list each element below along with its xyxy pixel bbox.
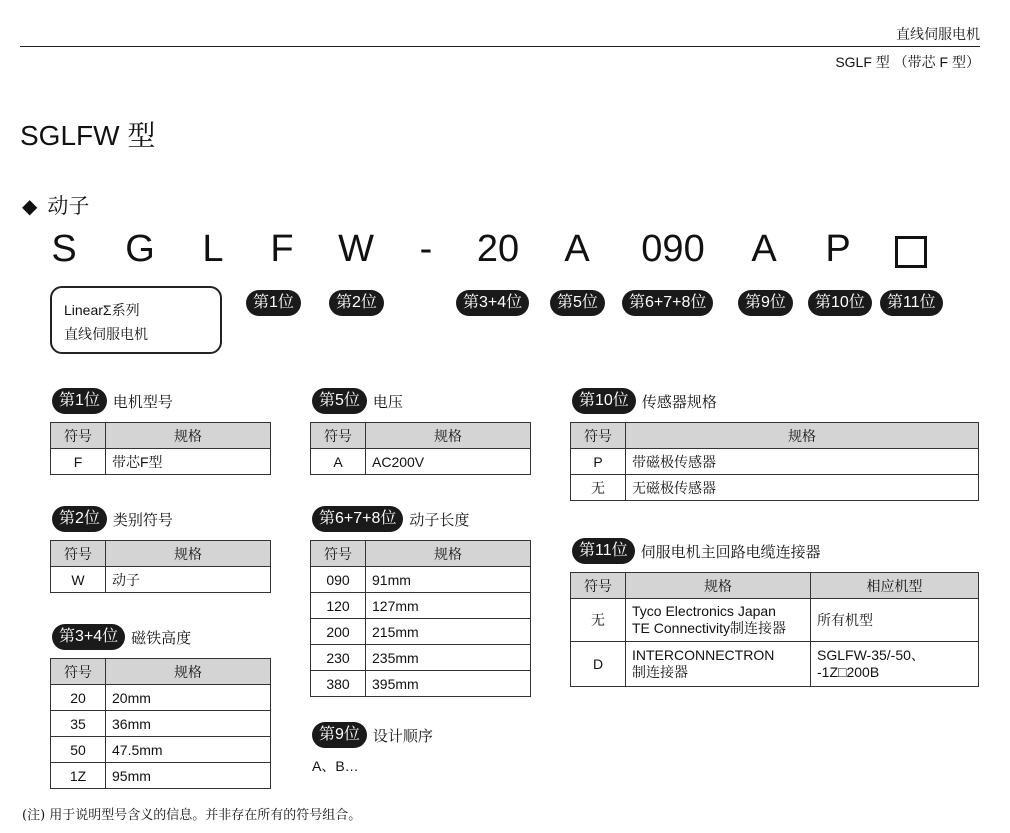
table-row xyxy=(571,449,979,475)
spec-cell: 235mm xyxy=(366,645,531,671)
pos11-label: 伺服电机主回路电缆连接器 xyxy=(640,543,821,561)
table-row xyxy=(51,449,271,475)
table-row xyxy=(51,685,271,711)
table-row xyxy=(571,599,979,642)
legend-line-2: 直线伺服电机 xyxy=(64,326,148,342)
section-heading xyxy=(22,190,89,220)
spec-cell: 36mm xyxy=(106,711,271,737)
col-spec-header: 规格 xyxy=(106,659,271,685)
col-spec-header: 规格 xyxy=(626,573,811,599)
pos11-tag: 第11位 xyxy=(572,538,635,564)
pos5-table xyxy=(310,422,531,475)
spec-cell: 带芯F型 xyxy=(106,449,271,475)
code-char-6: 20 xyxy=(476,228,520,270)
symbol-cell: 230 xyxy=(311,645,366,671)
position-pill-8: 第11位 xyxy=(880,290,943,316)
symbol-cell: 120 xyxy=(311,593,366,619)
spec-cell: 95mm xyxy=(106,763,271,789)
model-line-2: -1Z□200B xyxy=(817,664,880,680)
col-spec-header: 规格 xyxy=(366,423,531,449)
position-pill-6: 第9位 xyxy=(738,290,793,316)
symbol-cell: 35 xyxy=(51,711,106,737)
pos34-tag: 第3+4位 xyxy=(52,624,125,650)
col-model-header: 相应机型 xyxy=(811,573,979,599)
footnote: (注) 用于说明型号含义的信息。并非存在所有的符号组合。 xyxy=(22,808,362,823)
pos9-tag: 第9位 xyxy=(312,722,367,748)
pos5-label: 电压 xyxy=(372,393,403,411)
spec-line-2: 制连接器 xyxy=(632,664,688,680)
table-row xyxy=(51,737,271,763)
pos10-label: 传感器规格 xyxy=(641,393,717,411)
symbol-cell: 1Z xyxy=(51,763,106,789)
spec-line-2: TE Connectivity制连接器 xyxy=(632,620,787,636)
symbol-cell: 无 xyxy=(571,599,626,642)
pos1-tag: 第1位 xyxy=(52,388,107,414)
pos9-heading xyxy=(312,722,433,748)
pos34-heading xyxy=(52,624,191,650)
section-title: 动子 xyxy=(47,195,90,218)
col-spec-header: 规格 xyxy=(366,541,531,567)
table-row xyxy=(51,763,271,789)
table-row xyxy=(311,567,531,593)
pos1-table xyxy=(50,422,271,475)
pos9-text: A、B… xyxy=(312,758,359,774)
pos678-table xyxy=(310,540,531,697)
code-char-3: L xyxy=(202,228,224,270)
pos11-table xyxy=(570,572,979,687)
spec-cell: 20mm xyxy=(106,685,271,711)
spec-cell: AC200V xyxy=(366,449,531,475)
pos2-tag: 第2位 xyxy=(52,506,107,532)
spec-cell: 47.5mm xyxy=(106,737,271,763)
code-placeholder-box xyxy=(895,236,927,268)
symbol-cell: A xyxy=(311,449,366,475)
code-char-7: A xyxy=(564,228,590,270)
symbol-cell: D xyxy=(571,642,626,687)
code-char-4: F xyxy=(270,228,294,270)
legend-line-1: LinearΣ系列 xyxy=(64,302,140,318)
header-subtitle: SGLF 型 （带芯 F 型） xyxy=(835,54,980,70)
symbol-cell: P xyxy=(571,449,626,475)
col-symbol-header: 符号 xyxy=(51,541,106,567)
symbol-cell: 50 xyxy=(51,737,106,763)
symbol-cell: 200 xyxy=(311,619,366,645)
spec-cell: 395mm xyxy=(366,671,531,697)
col-spec-header: 规格 xyxy=(626,423,979,449)
spec-cell: 带磁极传感器 xyxy=(626,449,979,475)
pos5-tag: 第5位 xyxy=(312,388,367,414)
table-row xyxy=(571,642,979,687)
col-symbol-header: 符号 xyxy=(311,541,366,567)
table-row xyxy=(51,567,271,593)
pos1-heading xyxy=(52,388,173,414)
header-title: 直线伺服电机 xyxy=(896,26,980,42)
pos678-tag: 第6+7+8位 xyxy=(312,506,403,532)
pos2-table xyxy=(50,540,271,593)
symbol-cell: 090 xyxy=(311,567,366,593)
pos11-heading xyxy=(572,538,821,564)
spec-cell: 动子 xyxy=(106,567,271,593)
code-char-5: W xyxy=(338,228,374,270)
code-char-8: 090 xyxy=(641,228,705,270)
page-title: SGLFW 型 xyxy=(20,120,156,151)
pos1-label: 电机型号 xyxy=(112,393,173,411)
code-dash: - xyxy=(419,228,433,270)
symbol-cell: 无 xyxy=(571,475,626,501)
spec-cell xyxy=(626,599,811,642)
table-row xyxy=(571,475,979,501)
spec-cell: 91mm xyxy=(366,567,531,593)
position-pill-7: 第10位 xyxy=(808,290,872,316)
model-cell xyxy=(811,642,979,687)
code-char-9: A xyxy=(751,228,777,270)
pos10-table xyxy=(570,422,979,501)
pos2-heading xyxy=(52,506,173,532)
pos34-table xyxy=(50,658,271,789)
spec-cell: 无磁极传感器 xyxy=(626,475,979,501)
symbol-cell: 20 xyxy=(51,685,106,711)
spec-line-1: INTERCONNECTRON xyxy=(632,647,775,663)
spec-cell: 127mm xyxy=(366,593,531,619)
col-symbol-header: 符号 xyxy=(311,423,366,449)
table-row xyxy=(311,593,531,619)
col-symbol-header: 符号 xyxy=(51,423,106,449)
symbol-cell: 380 xyxy=(311,671,366,697)
table-row xyxy=(51,711,271,737)
diamond-icon: ◆ xyxy=(22,196,38,218)
pos10-heading xyxy=(572,388,717,414)
spec-cell xyxy=(626,642,811,687)
header-divider xyxy=(20,46,980,47)
position-pill-2: 第2位 xyxy=(329,290,384,316)
pos10-tag: 第10位 xyxy=(572,388,636,414)
pos678-heading xyxy=(312,506,469,532)
model-cell xyxy=(811,599,979,642)
series-legend xyxy=(50,286,222,354)
position-pill-4: 第5位 xyxy=(550,290,605,316)
col-symbol-header: 符号 xyxy=(51,659,106,685)
model-line-1: 所有机型 xyxy=(817,612,873,628)
pos2-label: 类别符号 xyxy=(112,511,173,529)
col-spec-header: 规格 xyxy=(106,541,271,567)
pos678-label: 动子长度 xyxy=(409,511,470,529)
code-char-2: G xyxy=(125,228,155,270)
table-row xyxy=(311,645,531,671)
col-symbol-header: 符号 xyxy=(571,423,626,449)
spec-line-1: Tyco Electronics Japan xyxy=(632,603,776,619)
code-char-10: P xyxy=(825,228,851,270)
position-pill-3: 第3+4位 xyxy=(456,290,529,316)
table-row xyxy=(311,449,531,475)
code-char-1: S xyxy=(51,228,77,270)
spec-cell: 215mm xyxy=(366,619,531,645)
symbol-cell: W xyxy=(51,567,106,593)
model-line-1: SGLFW-35/-50、 xyxy=(817,647,925,663)
col-symbol-header: 符号 xyxy=(571,573,626,599)
position-pill-1: 第1位 xyxy=(246,290,301,316)
position-pill-5: 第6+7+8位 xyxy=(622,290,713,316)
pos34-label: 磁铁高度 xyxy=(131,629,192,647)
pos5-heading xyxy=(312,388,403,414)
col-spec-header: 规格 xyxy=(106,423,271,449)
pos9-label: 设计顺序 xyxy=(372,727,433,745)
table-row xyxy=(311,671,531,697)
table-row xyxy=(311,619,531,645)
symbol-cell: F xyxy=(51,449,106,475)
